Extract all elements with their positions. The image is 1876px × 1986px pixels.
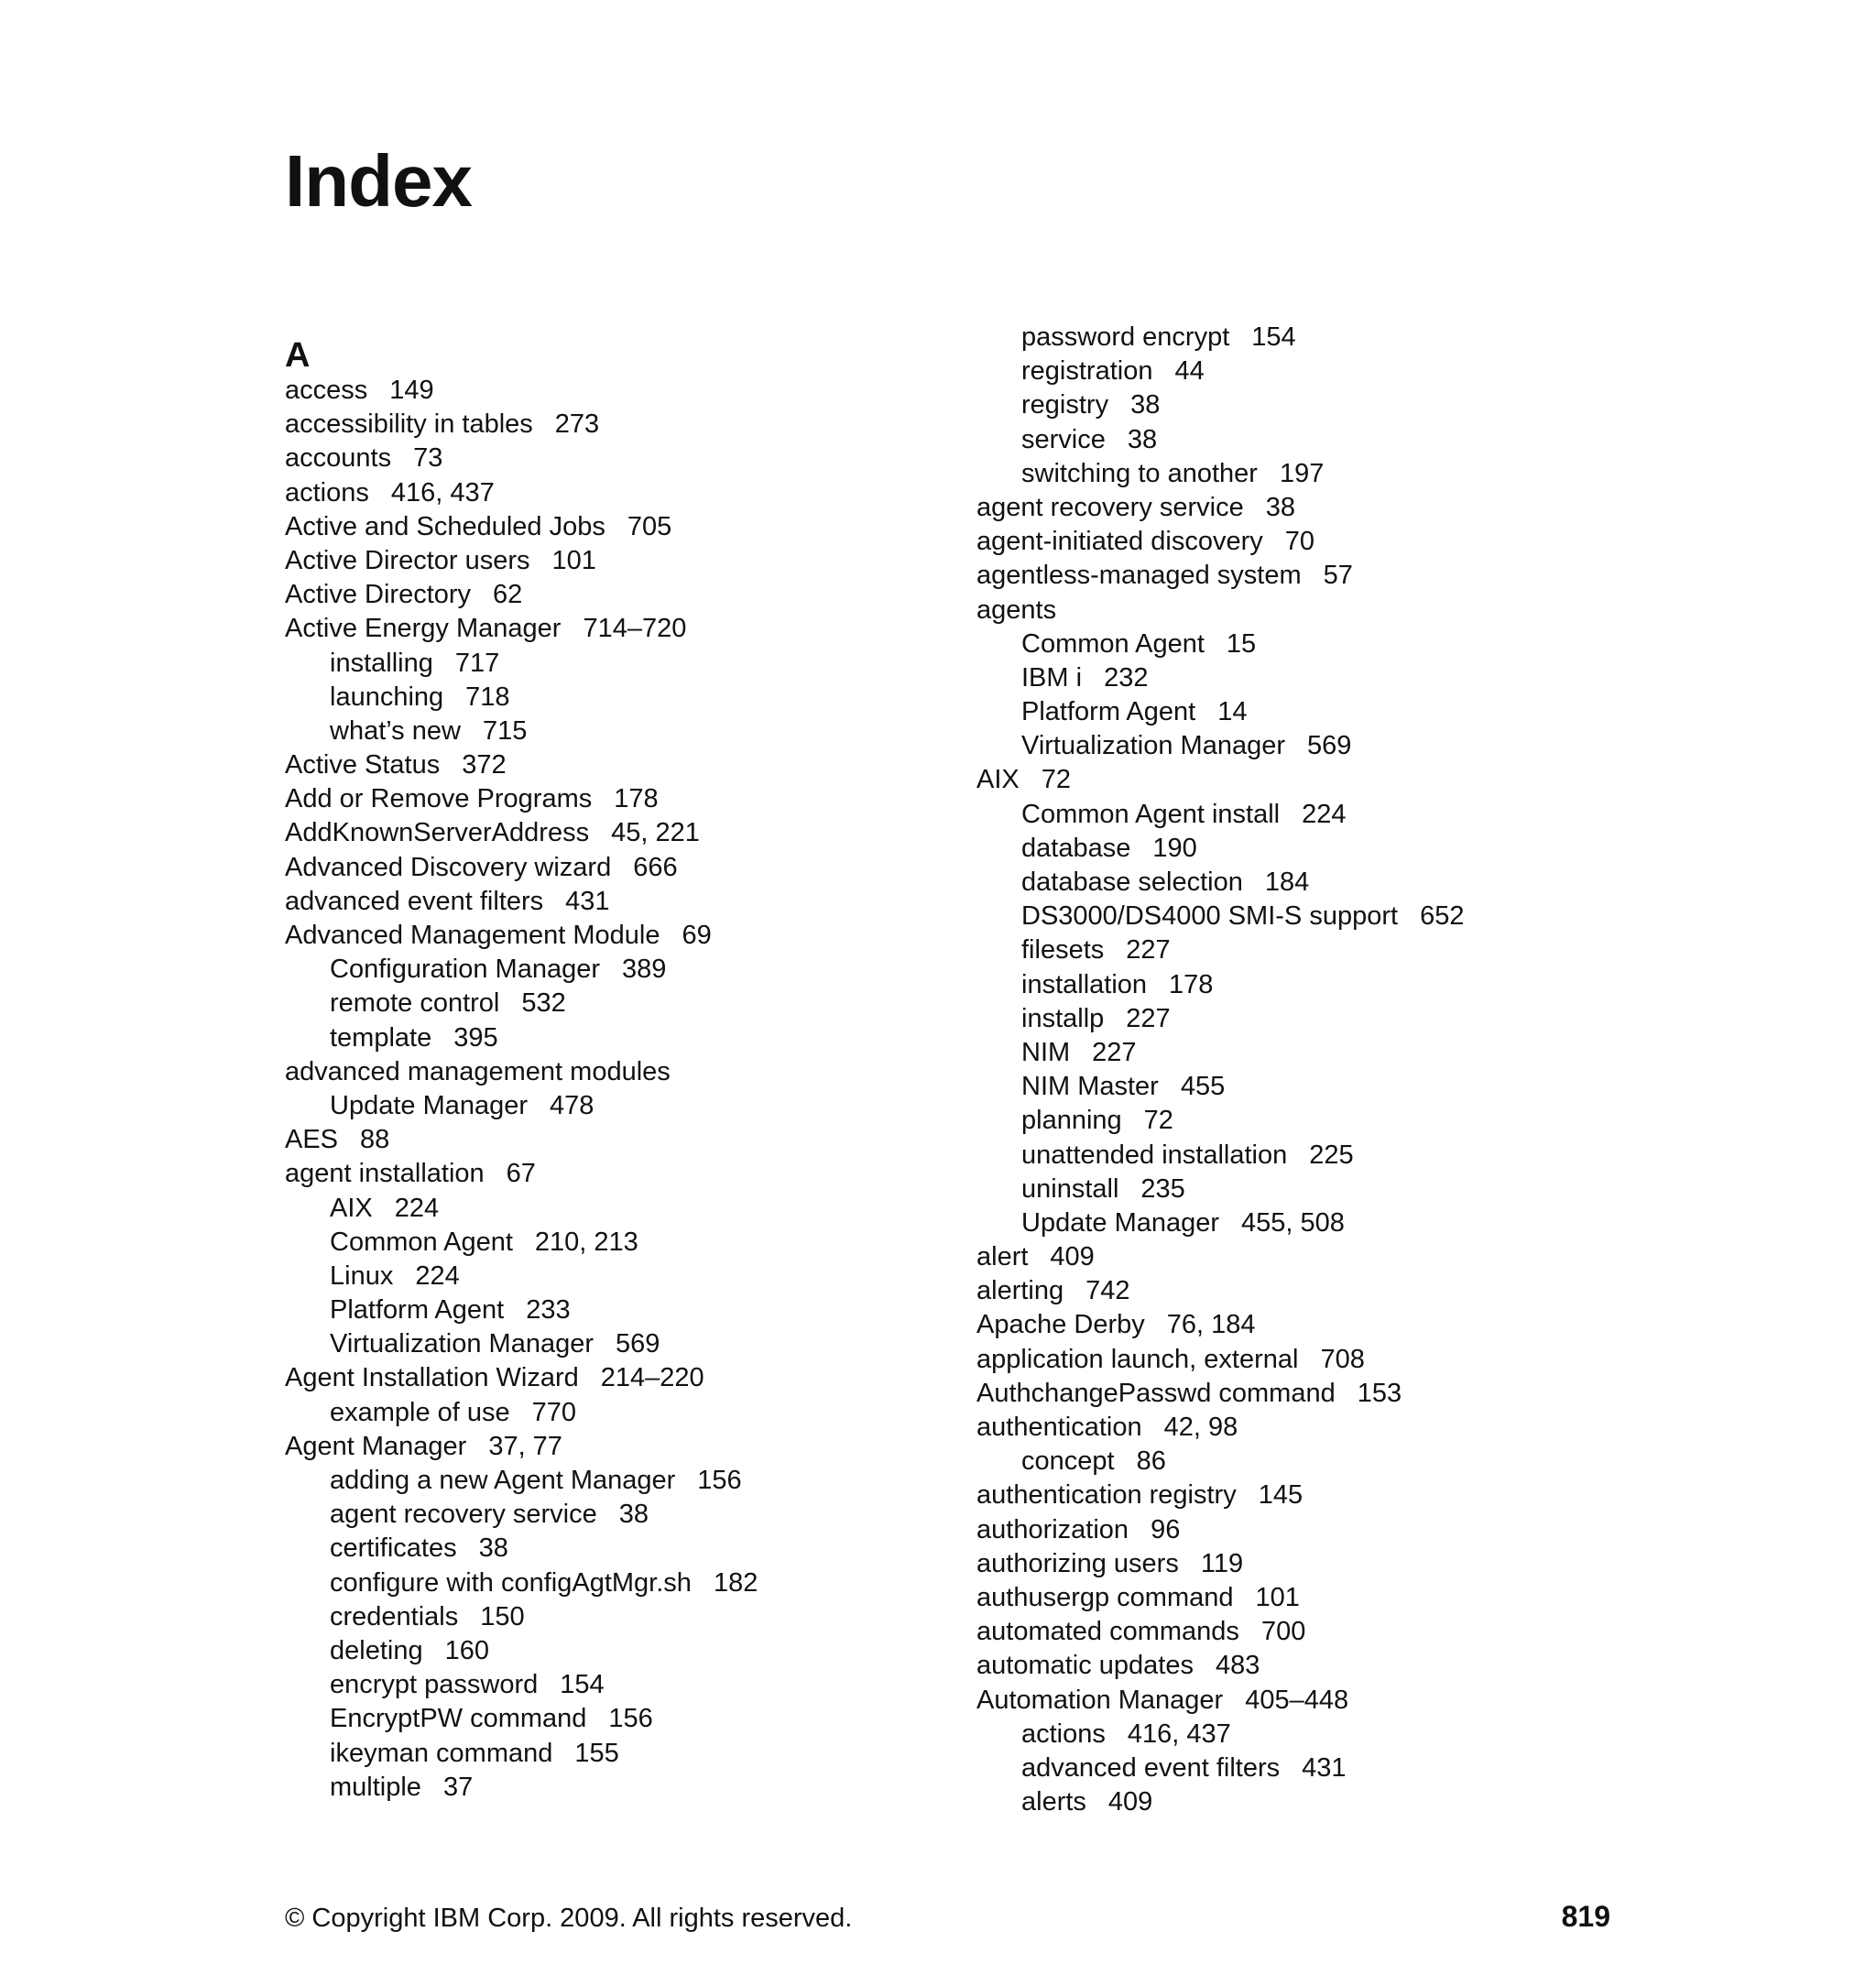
index-term: Common Agent install <box>1021 799 1281 829</box>
index-page-refs: 715 <box>482 715 528 746</box>
index-term: actions <box>1021 1719 1106 1749</box>
index-column-right <box>976 321 1636 1819</box>
index-subentry <box>976 1070 1636 1104</box>
index-term: Agent Installation Wizard <box>285 1363 579 1393</box>
index-page-refs: 395 <box>453 1022 498 1053</box>
index-page-refs: 700 <box>1260 1617 1306 1647</box>
index-term: registration <box>1021 356 1153 387</box>
index-term: adding a new Agent Manager <box>330 1466 676 1495</box>
index-page-refs: 178 <box>614 784 659 814</box>
index-term: authorization <box>976 1514 1129 1544</box>
index-term: application launch, external <box>976 1344 1299 1374</box>
index-term: Platform Agent <box>1021 697 1196 727</box>
index-page-refs: 405–448 <box>1245 1685 1349 1715</box>
index-page-refs: 389 <box>622 955 667 985</box>
index-term: planning <box>1021 1106 1122 1136</box>
index-term: Configuration Manager <box>330 955 601 985</box>
index-page-refs: 14 <box>1217 697 1248 727</box>
index-page-refs: 224 <box>415 1260 460 1291</box>
index-term: IBM i <box>1021 662 1083 693</box>
index-entry <box>285 1123 944 1157</box>
index-entry <box>976 1513 1636 1547</box>
index-subentry <box>285 647 944 681</box>
index-entries <box>285 374 944 1805</box>
index-page-refs: 718 <box>465 682 510 712</box>
index-subentry <box>285 1702 944 1736</box>
page-title: Index <box>285 140 472 222</box>
index-page-refs: 73 <box>413 443 443 474</box>
index-term: example of use <box>330 1397 510 1427</box>
index-subentry <box>976 355 1636 388</box>
index-term: authusergp command <box>976 1582 1234 1612</box>
index-term: installp <box>1021 1003 1105 1033</box>
index-page-refs: 154 <box>1251 322 1296 352</box>
index-page-refs: 150 <box>480 1601 525 1631</box>
index-entry <box>976 1308 1636 1342</box>
index-page-refs: 38 <box>1130 390 1161 420</box>
index-term: agent-initiated discovery <box>976 527 1263 557</box>
index-term: Linux <box>330 1260 394 1291</box>
index-subentry <box>976 798 1636 832</box>
index-page-refs: 156 <box>697 1466 742 1495</box>
index-page-refs: 184 <box>1264 868 1310 897</box>
index-subentry <box>976 1718 1636 1751</box>
index-page-refs: 155 <box>574 1738 619 1768</box>
index-term: NIM <box>1021 1037 1071 1067</box>
index-page-refs: 227 <box>1092 1037 1137 1067</box>
index-term: authentication <box>976 1413 1142 1442</box>
index-page-refs: 666 <box>633 852 678 882</box>
index-term: agent recovery service <box>976 492 1244 522</box>
index-term: EncryptPW command <box>330 1704 587 1734</box>
index-page-refs: 42, 98 <box>1163 1413 1238 1442</box>
index-entry <box>285 476 944 510</box>
index-entry <box>285 408 944 442</box>
index-entry <box>976 1240 1636 1274</box>
index-term: ikeyman command <box>330 1738 553 1768</box>
index-entry <box>976 1547 1636 1581</box>
index-term: automatic updates <box>976 1651 1194 1681</box>
index-subentry <box>976 1173 1636 1206</box>
index-page-refs: 455, 508 <box>1241 1207 1345 1238</box>
index-subentry <box>285 715 944 748</box>
index-page-refs: 483 <box>1215 1651 1260 1681</box>
index-page-refs: 37 <box>442 1772 474 1802</box>
index-entry <box>285 1055 944 1089</box>
index-term: NIM Master <box>1021 1072 1159 1102</box>
index-page-refs: 190 <box>1152 833 1197 863</box>
index-term: filesets <box>1021 935 1105 966</box>
index-subentry <box>285 1464 944 1498</box>
index-page-refs: 224 <box>1302 799 1347 829</box>
index-entry <box>976 1479 1636 1512</box>
index-page-refs: 119 <box>1200 1548 1244 1578</box>
index-term: automated commands <box>976 1617 1239 1647</box>
index-page-refs: 67 <box>506 1159 536 1189</box>
index-subentry <box>285 1192 944 1226</box>
index-entry <box>976 763 1636 797</box>
index-page-refs: 273 <box>554 409 600 440</box>
index-term: Advanced Discovery wizard <box>285 852 612 882</box>
index-page-refs: 70 <box>1284 527 1314 557</box>
index-page-refs: 409 <box>1107 1787 1153 1817</box>
index-entry <box>976 594 1636 627</box>
index-page-refs: 652 <box>1420 901 1465 932</box>
index-term: accessibility in tables <box>285 409 533 440</box>
index-subentry <box>285 1668 944 1702</box>
index-term: database selection <box>1021 868 1243 897</box>
index-subentry <box>976 321 1636 355</box>
index-entry <box>976 1615 1636 1649</box>
index-subentry <box>976 933 1636 967</box>
index-term: Add or Remove Programs <box>285 784 593 814</box>
index-term: database <box>1021 833 1131 863</box>
index-page-refs: 96 <box>1151 1514 1181 1544</box>
index-term: alerts <box>1021 1787 1086 1817</box>
index-page-refs: 38 <box>618 1500 649 1530</box>
index-term: actions <box>285 477 369 507</box>
index-term: Active Director users <box>285 545 530 575</box>
index-subentry <box>976 1036 1636 1070</box>
index-term: Apache Derby <box>976 1310 1145 1340</box>
index-page-refs: 717 <box>454 648 500 678</box>
index-term: Virtualization Manager <box>1021 731 1286 761</box>
index-entry <box>285 1430 944 1464</box>
index-entry <box>285 510 944 544</box>
footer-copyright: © Copyright IBM Corp. 2009. All rights reserved. <box>285 1904 853 1933</box>
index-entry <box>285 748 944 782</box>
index-page-refs: 232 <box>1104 662 1149 693</box>
index-page-refs: 37, 77 <box>488 1431 562 1461</box>
index-term: deleting <box>330 1635 423 1665</box>
index-page-refs: 227 <box>1126 935 1171 966</box>
index-entry <box>285 885 944 919</box>
index-term: password encrypt <box>1021 322 1230 352</box>
index-entry <box>976 1274 1636 1308</box>
index-page-refs: 182 <box>713 1567 758 1598</box>
index-page-refs: 57 <box>1323 561 1353 591</box>
index-subentry <box>285 1771 944 1805</box>
index-subentry <box>976 457 1636 491</box>
index-term: Common Agent <box>330 1227 513 1257</box>
index-entry <box>285 442 944 475</box>
index-entry <box>285 1157 944 1191</box>
index-page-refs: 742 <box>1085 1276 1130 1306</box>
index-subentry <box>976 1139 1636 1173</box>
index-entry <box>976 1377 1636 1411</box>
index-page-refs: 178 <box>1169 969 1214 999</box>
index-subentry <box>285 1089 944 1123</box>
index-page-refs: 372 <box>462 750 507 780</box>
index-subentry <box>976 832 1636 866</box>
index-subentry <box>976 661 1636 695</box>
index-subentry <box>285 1226 944 1260</box>
index-page-refs: 210, 213 <box>534 1227 638 1257</box>
index-entry <box>285 919 944 953</box>
index-page-refs: 38 <box>478 1533 508 1564</box>
index-page-refs: 15 <box>1226 628 1257 659</box>
index-term: installing <box>330 648 433 678</box>
index-page-refs: 708 <box>1320 1344 1365 1374</box>
index-entry <box>976 1581 1636 1615</box>
index-subentry <box>285 987 944 1020</box>
index-page-refs: 156 <box>608 1704 653 1734</box>
index-entry <box>976 1411 1636 1445</box>
index-page-refs: 431 <box>565 886 610 916</box>
index-entry <box>285 578 944 612</box>
index-subentry <box>976 900 1636 933</box>
index-entry <box>285 782 944 816</box>
index-term: launching <box>330 682 444 712</box>
index-subentry <box>285 953 944 987</box>
index-term: installation <box>1021 969 1148 999</box>
index-page-refs: 770 <box>531 1397 577 1427</box>
index-subentry <box>976 968 1636 1002</box>
index-page-refs: 224 <box>394 1193 440 1223</box>
index-term: Active and Scheduled Jobs <box>285 511 605 541</box>
index-page-refs: 45, 221 <box>611 818 700 848</box>
index-page-refs: 431 <box>1302 1752 1347 1783</box>
index-page-refs: 145 <box>1258 1480 1303 1511</box>
index-entry <box>285 544 944 578</box>
index-term: advanced event filters <box>1021 1752 1281 1783</box>
index-page-refs: 38 <box>1265 492 1296 522</box>
index-subentry <box>976 388 1636 422</box>
index-term: agent recovery service <box>330 1500 597 1530</box>
index-term: AuthchangePasswd command <box>976 1378 1336 1408</box>
index-entry <box>285 816 944 850</box>
index-entry <box>285 612 944 646</box>
index-page-refs: 478 <box>550 1090 594 1120</box>
index-subentry <box>285 1327 944 1361</box>
index-term: advanced management modules <box>285 1056 671 1086</box>
index-page-refs: 154 <box>560 1670 605 1700</box>
index-subentry <box>976 1785 1636 1819</box>
index-page-refs: 86 <box>1136 1446 1166 1477</box>
index-page-refs: 44 <box>1174 356 1205 387</box>
index-page-refs: 569 <box>1307 731 1352 761</box>
index-page-refs: 101 <box>1255 1582 1300 1612</box>
section-letter: A <box>285 336 311 375</box>
index-page-refs: 416, 437 <box>1127 1719 1231 1749</box>
index-term: template <box>330 1022 432 1053</box>
index-page-refs: 153 <box>1357 1378 1402 1408</box>
index-subentry <box>285 1600 944 1634</box>
index-term: agents <box>976 595 1057 625</box>
index-page-refs: 569 <box>616 1329 660 1359</box>
index-page-refs: 235 <box>1140 1173 1185 1204</box>
index-term: access <box>285 376 368 405</box>
index-subentry <box>285 1260 944 1293</box>
index-column-left <box>285 337 944 1805</box>
index-entry <box>976 1649 1636 1683</box>
index-subentry <box>285 1498 944 1532</box>
index-entry <box>976 1684 1636 1718</box>
index-term: credentials <box>330 1601 459 1631</box>
index-term: AIX <box>976 765 1020 795</box>
index-term: Advanced Management Module <box>285 921 660 950</box>
index-subentry <box>285 1566 944 1600</box>
index-term: Common Agent <box>1021 628 1205 659</box>
index-entry <box>285 1361 944 1395</box>
index-term: DS3000/DS4000 SMI-S support <box>1021 901 1399 932</box>
index-term: encrypt password <box>330 1670 539 1700</box>
index-page-refs: 409 <box>1050 1242 1095 1272</box>
index-page-refs: 76, 184 <box>1166 1310 1256 1340</box>
index-term: AES <box>285 1125 339 1155</box>
index-page-refs: 532 <box>521 988 566 1019</box>
index-term: registry <box>1021 390 1109 420</box>
index-page-refs: 705 <box>627 511 672 541</box>
index-subentry <box>976 1751 1636 1785</box>
index-term: Virtualization Manager <box>330 1329 594 1359</box>
index-term: Automation Manager <box>976 1685 1224 1715</box>
index-subentry <box>976 423 1636 457</box>
index-term: Update Manager <box>1021 1207 1220 1238</box>
index-subentry <box>976 1002 1636 1036</box>
index-subentry <box>976 627 1636 661</box>
index-page-refs: 149 <box>389 376 434 405</box>
index-term: Active Directory <box>285 580 472 610</box>
index-term: remote control <box>330 988 500 1019</box>
index-entry <box>976 559 1636 593</box>
index-term: AddKnownServerAddress <box>285 818 590 848</box>
index-term: Active Energy Manager <box>285 614 562 644</box>
index-term: uninstall <box>1021 1173 1119 1204</box>
index-subentry <box>285 1293 944 1327</box>
index-page-refs: 160 <box>444 1635 489 1665</box>
index-subentry <box>976 729 1636 763</box>
index-page-refs: 62 <box>493 580 523 610</box>
index-term: Update Manager <box>330 1090 529 1120</box>
index-subentry <box>285 1634 944 1668</box>
index-page-refs: 455 <box>1180 1072 1226 1102</box>
index-term: accounts <box>285 443 392 474</box>
index-term: alerting <box>976 1276 1064 1306</box>
index-term: authorizing users <box>976 1548 1179 1578</box>
index-entry <box>976 1343 1636 1377</box>
index-page-refs: 227 <box>1126 1003 1171 1033</box>
index-subentry <box>285 1396 944 1430</box>
index-term: advanced event filters <box>285 886 544 916</box>
index-subentry <box>285 1532 944 1566</box>
index-page-refs: 72 <box>1041 765 1072 795</box>
index-term: configure with configAgtMgr.sh <box>330 1567 692 1598</box>
index-term: AIX <box>330 1193 373 1223</box>
index-term: Agent Manager <box>285 1431 467 1461</box>
index-subentry <box>976 695 1636 729</box>
index-entries <box>976 321 1636 1819</box>
index-subentry <box>976 1445 1636 1479</box>
index-page-refs: 214–220 <box>600 1363 704 1393</box>
index-subentry <box>976 866 1636 900</box>
index-page-refs: 714–720 <box>583 614 687 644</box>
index-subentry <box>285 1737 944 1771</box>
index-page-refs: 69 <box>682 921 712 950</box>
index-term: authentication registry <box>976 1480 1237 1511</box>
index-page-refs: 233 <box>526 1295 571 1326</box>
index-page-refs: 101 <box>551 545 596 575</box>
index-term: multiple <box>330 1772 421 1802</box>
index-entry <box>976 525 1636 559</box>
index-page-refs: 72 <box>1143 1106 1173 1136</box>
footer-page-number: 819 <box>1561 1900 1610 1933</box>
index-page-refs: 197 <box>1279 458 1325 488</box>
index-term: Platform Agent <box>330 1295 505 1326</box>
index-entry <box>976 491 1636 525</box>
index-term: alert <box>976 1242 1029 1272</box>
index-entry <box>285 374 944 408</box>
index-term: what’s new <box>330 715 461 746</box>
index-subentry <box>976 1104 1636 1138</box>
index-term: concept <box>1021 1446 1115 1477</box>
index-page-refs: 225 <box>1309 1140 1354 1170</box>
index-term: agentless-managed system <box>976 561 1302 591</box>
index-term: unattended installation <box>1021 1140 1288 1170</box>
index-term: switching to another <box>1021 458 1258 488</box>
index-subentry <box>285 1021 944 1055</box>
index-term: Active Status <box>285 750 441 780</box>
index-term: agent installation <box>285 1159 485 1189</box>
index-page-refs: 416, 437 <box>390 477 495 507</box>
index-entry <box>285 851 944 885</box>
index-subentry <box>976 1206 1636 1240</box>
index-term: certificates <box>330 1533 457 1564</box>
index-page-refs: 38 <box>1127 424 1158 454</box>
index-page-refs: 88 <box>360 1125 390 1155</box>
index-term: service <box>1021 424 1106 454</box>
index-subentry <box>285 681 944 715</box>
